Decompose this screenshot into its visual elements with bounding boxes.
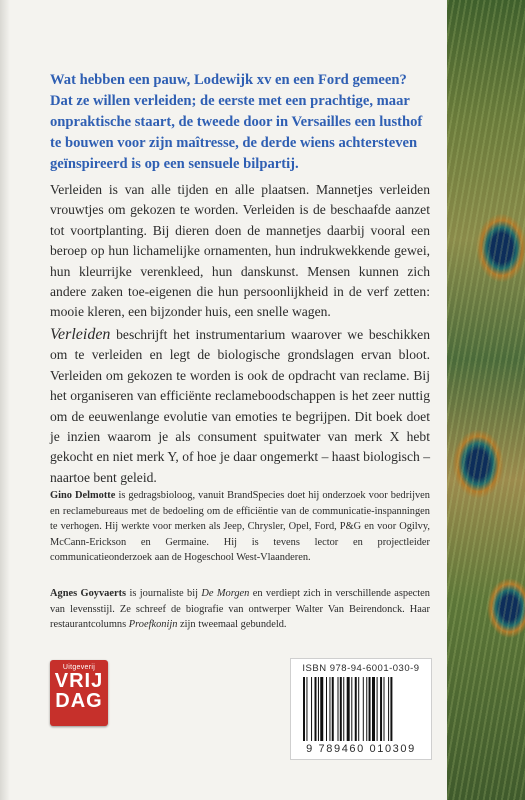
column-name: Proefkonijn xyxy=(128,619,178,631)
newspaper-name: De Morgen xyxy=(201,588,250,599)
author-bio-2-text-a: is journaliste bij xyxy=(126,588,202,599)
author-bio-2 xyxy=(50,586,430,633)
author-bio-1 xyxy=(50,488,430,566)
author-bio-1-text: is gedragsbioloog, vanuit BrandSpecies doet hij onderzoek voor bedrijven en reclamebureaus met de bedoeling om de efficiëntie van de communicatie-inspanningen te verhogen. Hij werkte voor merken als Jeep, Chrysler, Opel, Ford, P&G en voor Ogilvy, McCann-Erickson en Germaine. Hij is tevens lector en projectleider communicatieonderzoek aan de Hogeschool West-Vlaanderen. xyxy=(50,490,430,564)
intro-paragraph: Wat hebben een pauw, Lodewijk xv en een Ford gemeen? Dat ze willen verleiden; de eerste met een prachtige, maar onpraktische staart, de tweede door in Versailles een lusthof te bouwen voor zijn maîtresse, de derde wiens achtersteven geïnspireerd is op een sensuele bilpartij. xyxy=(50,72,423,172)
publisher-logo xyxy=(50,660,108,726)
author-bio-2-text-b: en verdiept zich in verschillende aspecten van levensstijl. Ze schreef de biografie van ontwerper Walter Van Beirendonck. Haar restaurantcolumns xyxy=(50,588,430,631)
book-title-word: Verleiden xyxy=(50,326,111,343)
author-name-1: Gino Delmotte xyxy=(50,490,116,501)
author-bio-2-text-c: zijn tweemaal gebundeld. xyxy=(177,619,287,631)
body-paragraph-2 xyxy=(50,325,430,488)
author-name-2: Agnes Goyvaerts xyxy=(50,588,127,599)
spine-shadow xyxy=(0,0,10,800)
isbn-text: ISBN 978-94-6001-030-9 xyxy=(302,663,420,674)
barcode xyxy=(290,658,432,760)
feather-texture xyxy=(447,0,525,800)
barcode-digits: 9 789460 010309 xyxy=(306,743,416,755)
publisher-line-1: VRIJ xyxy=(54,670,104,692)
publisher-line-2: DAG xyxy=(55,690,103,712)
body-paragraph-2-text: beschrijft het instrumentarium waarover we beschikken om te verleiden en legt de biologische grondslagen ervan bloot. Verleiden om gekozen te worden is ook de opdracht van reclame. Bij het organiseren van efficiënte reclameboodschappen is het zeer nuttig om de eeuwenlange evolutie van emoties te begrijpen. Dit boek doet je inzien waarom je als consument spuitwater van merk X hebt gekocht en niet merk Y, of hoe je daar ongemerkt – haast biologisch – naartoe bent geleid. xyxy=(50,327,430,485)
barcode-bars xyxy=(303,677,419,741)
publisher-label: Uitgeverij xyxy=(62,664,96,671)
body-paragraph-1: Verleiden is van alle tijden en alle plaatsen. Mannetjes verleiden vrouwtjes om gekozen te worden. Verleiden is de beschaafde aanzet tot voortplanting. Bij dieren doen de mannetjes daarbij vooral een beroep op hun lichamelijke ornamenten, hun indrukwekkende gewei, hun kleurrijke verenkleed, hun danskunst. Mensen kunnen zich andere zaken toe-eigenen die hun persoonlijkheid in de verf zetten: mooie kleren, een bijzonder huis, een snelle wagen. xyxy=(50,182,430,320)
